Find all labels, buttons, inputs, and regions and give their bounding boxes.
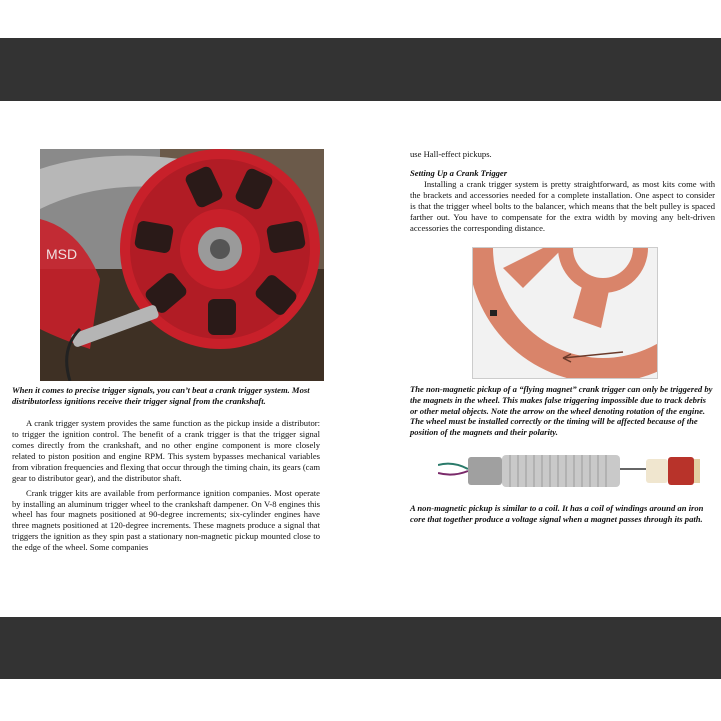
crank-trigger-photo [40,149,324,381]
msd-logo-text: MSD [46,246,78,262]
photo-caption-pickup: A non-magnetic pickup is similar to a coil. It has a coil of windings around an iron core that together produce a voltage signal when a magnet passes through its path. [410,503,704,524]
photo-caption-trigger-wheel: The non-magnetic pickup of a “flying magnet” crank trigger can only be triggered by the magnets in the wheel. This makes false triggering impossible due to track debris or other metal objects. Note the arrow on the wheel denoting rotation of the engine. The wheel must be installed correctly or the timing will be affected because of the position of the magnets and their polarity. [410,384,713,437]
paragraph-2: Crank trigger kits are available from performance ignition companies. Most operate by installing an aluminum trigger wheel to the crankshaft dampener. On V-8 engines this wheel has four magnets positioned at 90-degree increments; six-cylinder engines have three magnets positioned at 120-degree increments. These magnets produce a signal that triggers the ignition as they spin past a stationary non-magnetic pickup mounted close to the edge of the wheel. Some companies [12,487,320,553]
top-dark-band [0,38,721,101]
continuation-text: use Hall-effect pickups. [410,149,492,159]
left-column [12,149,320,553]
trigger-wheel-photo [472,247,658,379]
section-heading: Setting Up a Crank Trigger [410,167,508,178]
pickup-photo [438,443,708,499]
bottom-dark-band [0,617,721,679]
right-column [410,149,715,525]
setup-paragraph: Installing a crank trigger system is pretty straightforward, as most kits come with the brackets and accessories needed for a complete installation. One aspect to consider is that the trigger wheel bolts to the balancer, which means that the belt pulley is spaced farther out. You have to compensate for the extra width by moving any belt-driven accessories the corresponding distance. [410,178,715,233]
photo-caption-crank-trigger: When it comes to precise trigger signals, you can’t beat a crank trigger system. Most distributorless ignitions receive their trigger signal from the crankshaft. [12,385,310,406]
paragraph-1: A crank trigger system provides the same function as the pickup inside a distributor: to trigger the ignition control. The benefit of a crank trigger is that the trigger signal comes directly from the crankshaft, and no other engine component is more closely related to piston position and engine RPM. This system bypasses mechanical variables from vibration frequencies and flexing that occur through the timing chain, its gears (cam gear to distributor gear), and the distributor shaft. [12,418,320,483]
